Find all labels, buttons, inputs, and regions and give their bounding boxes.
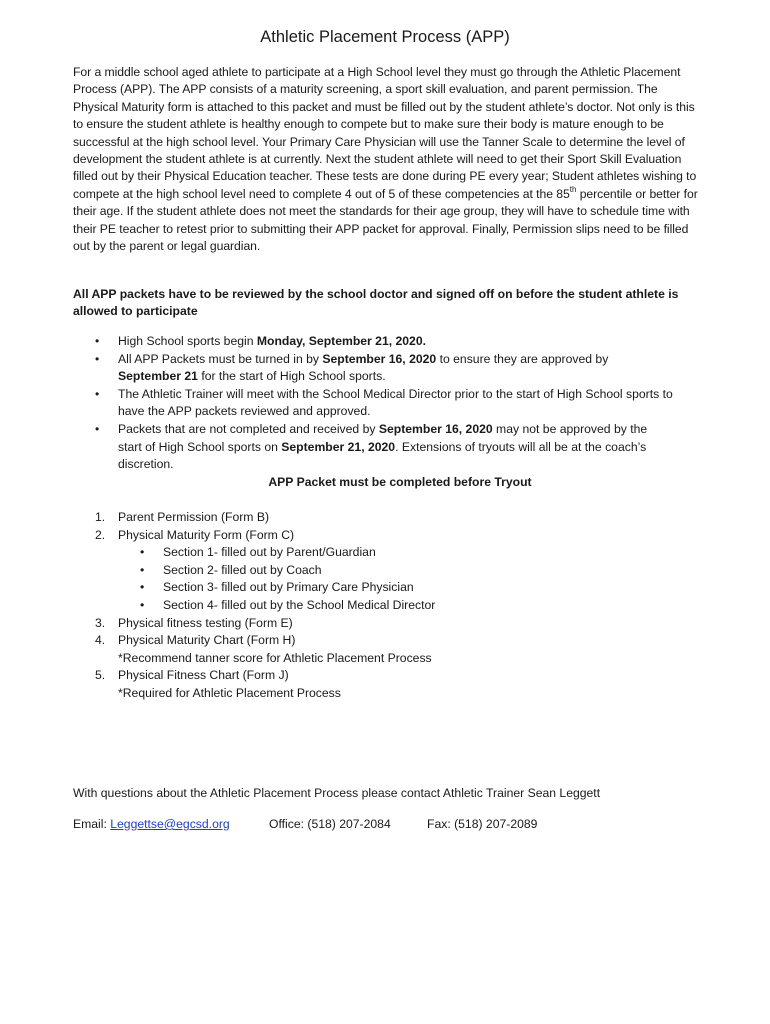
list-item — [73, 509, 673, 527]
bullet-bold-text: September 16, 2020 — [378, 421, 493, 436]
list-item — [73, 527, 673, 615]
item-number: 1. — [95, 510, 106, 524]
list-item — [73, 421, 673, 474]
section-label: Section 3- filled out by Primary Care Physician — [163, 580, 414, 595]
item-label: Physical fitness testing (Form E) — [118, 615, 293, 630]
list-item — [73, 632, 673, 667]
bullet-bold-text: September 21, 2020 — [281, 439, 396, 454]
item-label: Physical Maturity Form (Form C) — [118, 527, 295, 542]
key-dates-list — [73, 333, 673, 474]
intro-superscript: th — [569, 184, 577, 194]
bullet-bold-text: September 21 — [118, 369, 198, 384]
packet-heading: APP Packet must be completed before Tryout — [268, 475, 532, 489]
email-label: Email: — [73, 817, 111, 831]
bullet-bold-text: Monday, September 21, 2020. — [256, 334, 427, 348]
office-phone: Office: (518) 207-2084 — [269, 817, 391, 831]
form-sections-list — [118, 544, 673, 614]
bullet-icon: • — [140, 580, 145, 595]
intro-text-part-1: For a middle school aged athlete to participate at a High School level they must go through the Athletic Placement Process (APP). The APP consists of a maturity screening, a sport skill evaluation, and parent permission. The Physical Maturity form is attached to this packet and must be filled out by the student athlete’s doctor. Not only is this to ensure the student athlete is healthy enough to compete but to make sure their body is mature enough to be successful at the high school level. Your Primary Care Physician will use the Tanner Scale to determine the level of development the student athlete is at currently. Next the student athlete will need to get their Sport Skill Evaluation filled out by their Physical Education teacher. These tests are done during PE every year; Student athletes wishing to compete at the high school level need to complete 4 out of 5 of these competencies at the 85 — [73, 65, 697, 201]
item-label: Physical Maturity Chart (Form H) — [118, 633, 296, 648]
list-item — [73, 333, 673, 351]
bullet-icon: • — [95, 421, 100, 436]
list-item — [118, 562, 673, 580]
email-link[interactable]: Leggettse@egcsd.org — [110, 817, 230, 831]
bullet-icon: • — [95, 351, 100, 366]
bullet-icon: • — [140, 597, 145, 612]
list-item — [73, 351, 673, 386]
fax-number: Fax: (518) 207-2089 — [427, 817, 538, 831]
bullet-text: to ensure they are approved by — [436, 351, 609, 366]
list-item — [118, 579, 673, 597]
contact-line: With questions about the Athletic Placement Process please contact Athletic Trainer Sean Leggett — [73, 786, 601, 800]
bullet-text: . Extensions of tryouts will all be at the coach’s discretion. — [118, 439, 647, 472]
item-number: 5. — [95, 668, 106, 683]
bullet-text: High School sports begin — [118, 334, 257, 348]
intro-text-part-2: percentile or better for their age. If the student athlete does not meet the standards for their age group, they will have to schedule time with their PE teacher to retest prior to submitting their APP packet for approval. Finally, Permission slips need to be filled out by the parent or legal guardian. — [73, 186, 698, 254]
item-label: Parent Permission (Form B) — [118, 510, 270, 524]
list-item — [118, 597, 673, 615]
section-label: Section 2- filled out by Coach — [163, 562, 322, 577]
intro-paragraph — [73, 64, 698, 255]
item-label: Physical Fitness Chart (Form J) — [118, 668, 289, 683]
item-note: *Recommend tanner score for Athletic Placement Process — [118, 650, 432, 665]
section-label: Section 1- filled out by Parent/Guardian — [163, 545, 376, 560]
bullet-text: Packets that are not completed and received by — [118, 421, 379, 436]
bullet-icon: • — [95, 334, 100, 348]
bullet-text: All APP Packets must be turned in by — [118, 351, 323, 366]
bullet-text: The Athletic Trainer will meet with the School Medical Director prior to the start of High School sports to have the APP packets reviewed and approved. — [118, 386, 673, 419]
page-title: Athletic Placement Process (APP) — [260, 28, 510, 46]
list-item — [73, 667, 673, 702]
item-number: 3. — [95, 615, 106, 630]
review-notice: All APP packets have to be reviewed by the school doctor and signed off on before the student athlete is allowed to participate — [73, 287, 679, 319]
section-label: Section 4- filled out by the School Medical Director — [163, 597, 436, 612]
bullet-text: for the start of High School sports. — [197, 369, 386, 384]
contact-details — [73, 816, 693, 833]
list-item — [73, 615, 673, 633]
bullet-icon: • — [95, 386, 100, 401]
bullet-bold-text: September 16, 2020 — [322, 351, 437, 366]
item-number: 4. — [95, 633, 106, 648]
packet-items-list — [73, 509, 673, 703]
item-note: *Required for Athletic Placement Process — [118, 685, 341, 700]
list-item — [118, 544, 673, 562]
item-number: 2. — [95, 527, 106, 542]
list-item — [73, 386, 673, 421]
bullet-icon: • — [140, 545, 145, 560]
bullet-icon: • — [140, 562, 145, 577]
bullet-text: may not be approved by the start of High School sports on — [118, 421, 648, 454]
